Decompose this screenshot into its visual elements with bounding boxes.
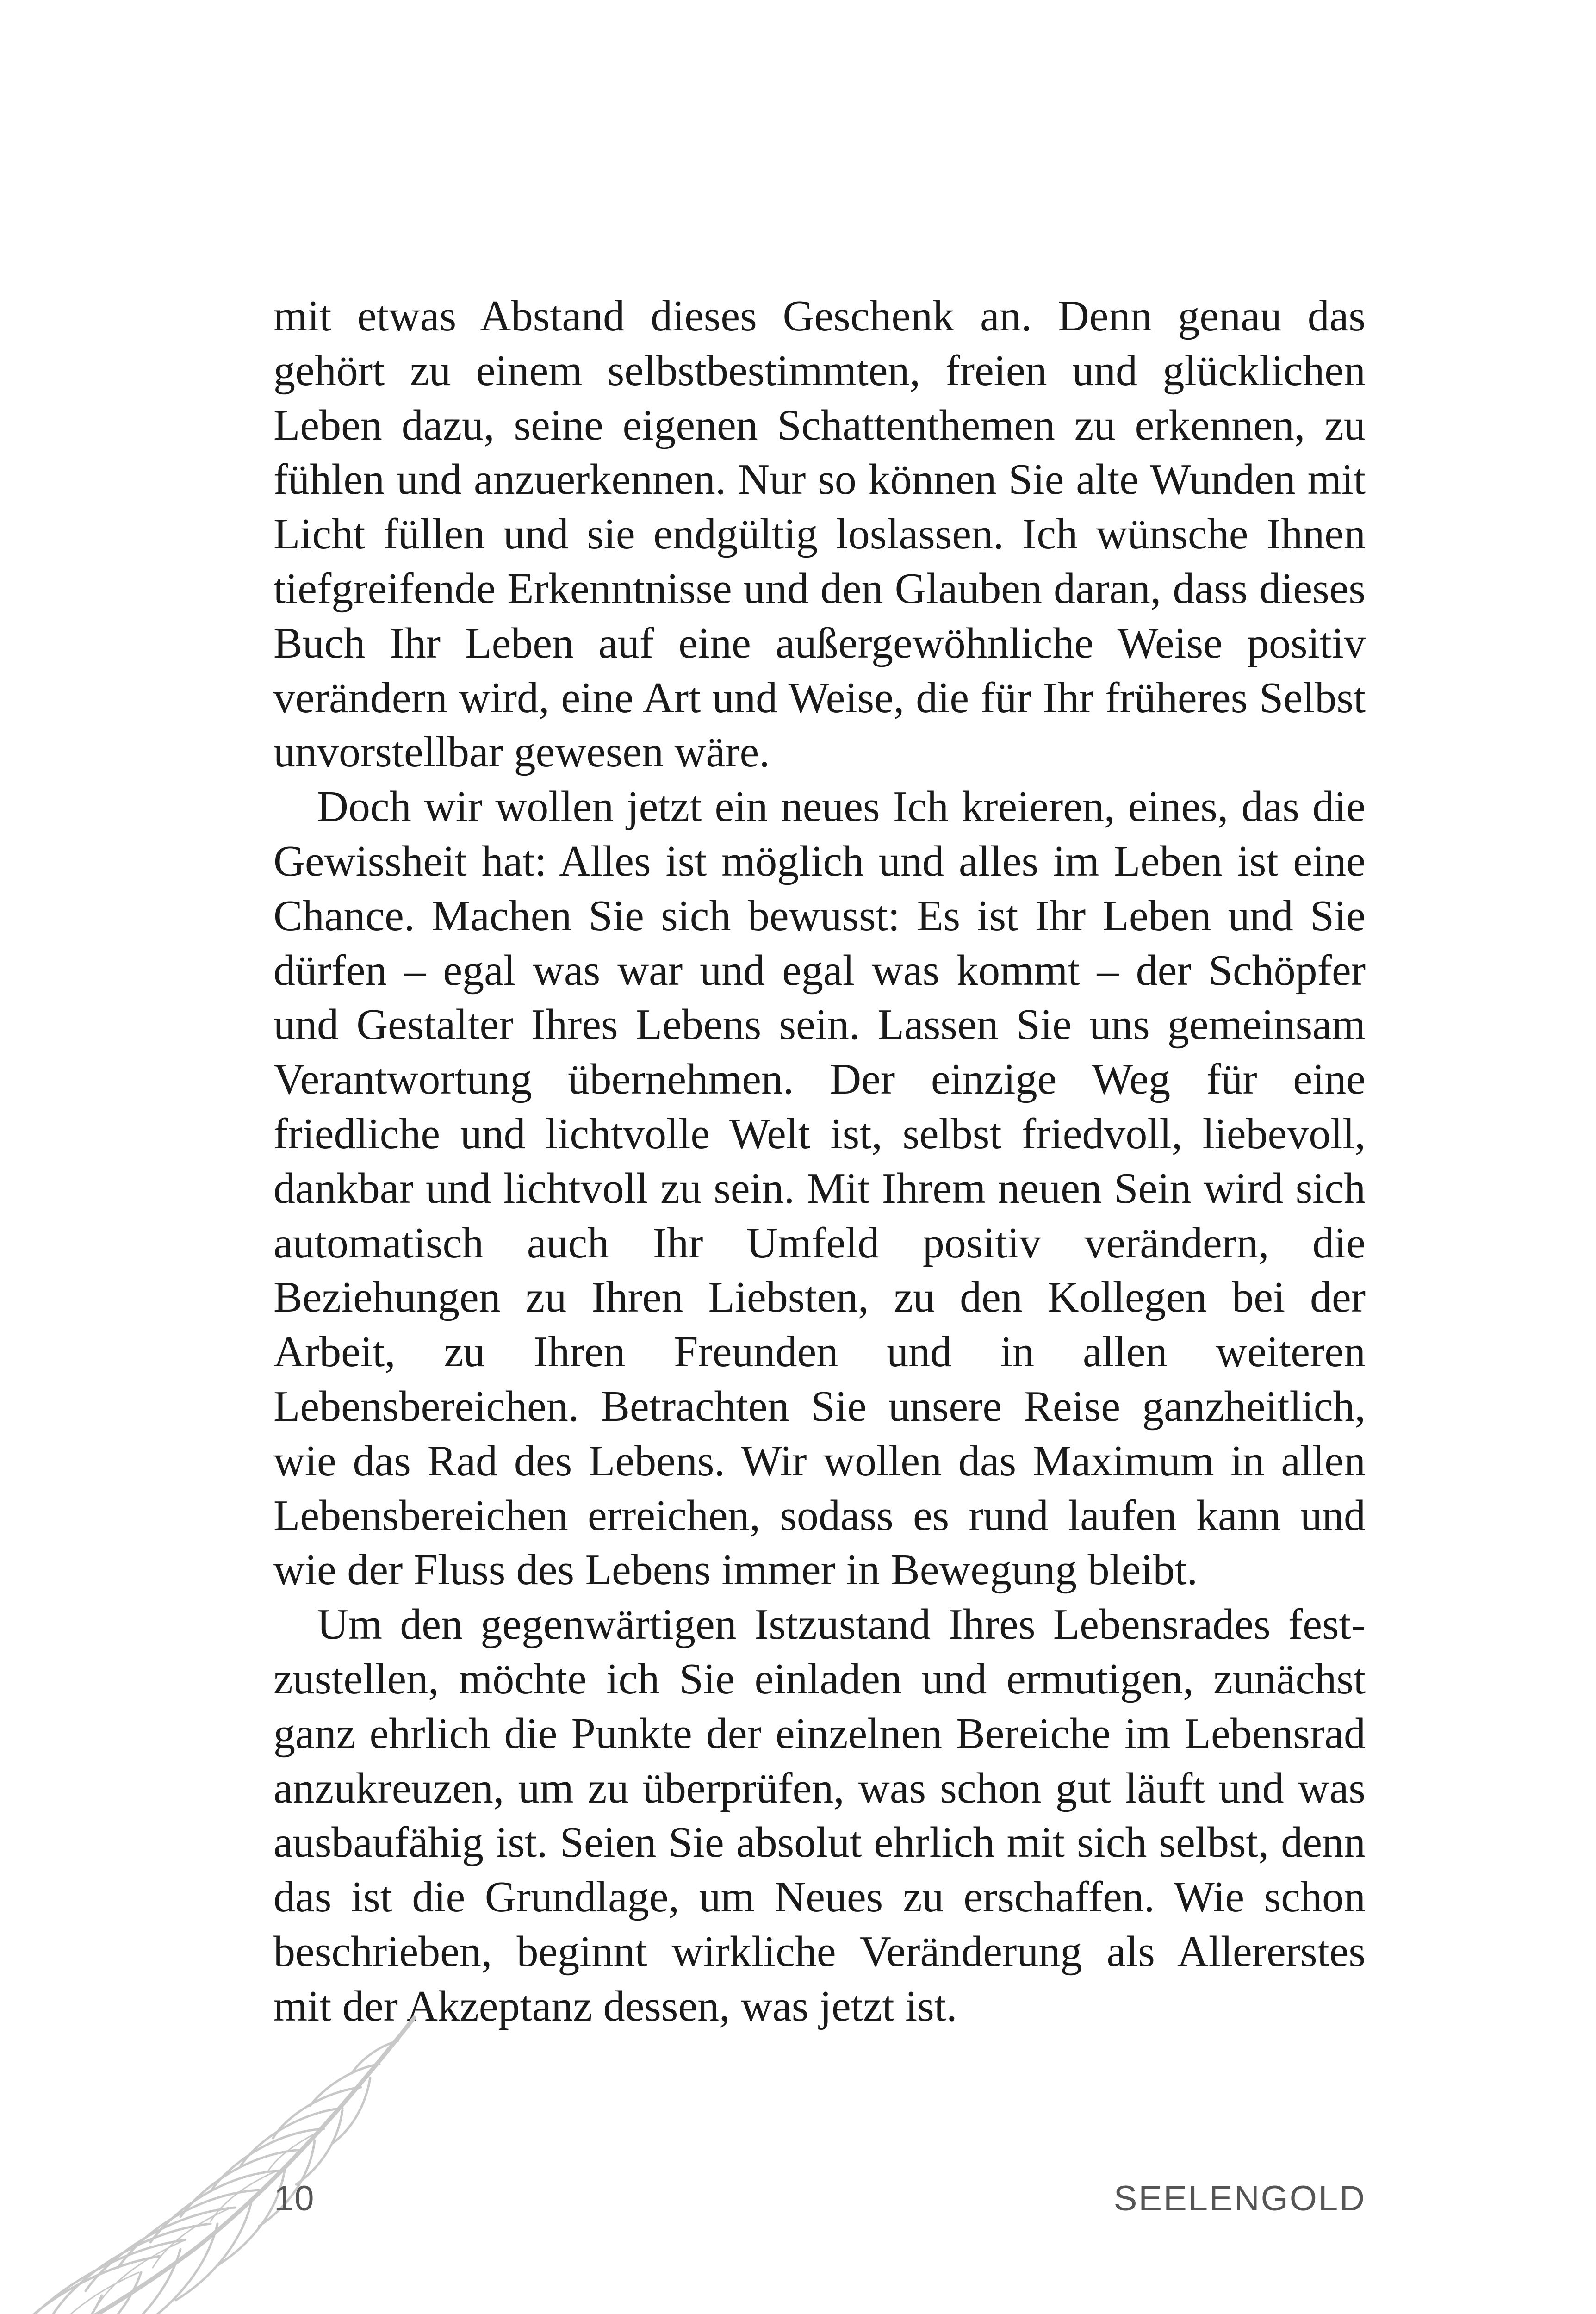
page-number: 10	[274, 2179, 315, 2218]
paragraph-2: Doch wir wollen jetzt ein neues Ich kreieren, eines, das die Gewissheit hat: Alles ist möglich und alles im Leben ist eine Chance. Machen Sie sich bewusst: Es ist Ihr Leben und Sie dürfen – egal was war und egal was kommt – der Schöpfer und Gestalter Ihres Lebens sein. Lassen Sie uns gemeinsam Verantwortung übernehmen. Der einzige Weg für eine friedliche und lichtvolle Welt ist, selbst friedvoll, liebevoll, dankbar und lichtvoll zu sein. Mit Ihrem neuen Sein wird sich automatisch auch Ihr Umfeld positiv verändern, die Beziehungen zu Ihren Liebsten, zu den Kollegen bei der Arbeit, zu Ihren Freunden und in allen weiteren Lebensbereichen. Betrachten Sie unsere Reise ganzheitlich, wie das Rad des Lebens. Wir wollen das Maximum in allen Lebensbereichen erreichen, sodass es rund laufen kann und wie der Fluss des Lebens immer in Bewegung bleibt.	[273, 783, 1366, 1594]
paragraph-1: mit etwas Abstand dieses Geschenk an. Denn genau das gehört zu einem selbstbestimmten, freien und glücklichen Leben dazu, seine eigenen Schattenthemen zu erkennen, zu fühlen und anzuerkennen. Nur so können Sie alte Wunden mit Licht füllen und sie endgültig loslassen. Ich wünsche Ihnen tiefgreifende Erkenntnisse und den Glauben daran, dass dieses Buch Ihr Leben auf eine außergewöhnliche Weise positiv verändern wird, eine Art und Weise, die für Ihr früheres Selbst unvorstellbar gewesen wäre.	[273, 292, 1366, 777]
running-title: SEELENGOLD	[1113, 2179, 1366, 2218]
feather-icon	[0, 1990, 440, 2314]
paragraph-3: Um den gegenwärtigen Istzustand Ihres Lebensrades festzustellen, möchte ich Sie einladen und ermutigen, zunächst ganz ehrlich die Punkte der einzelnen Bereiche im Lebensrad anzukreuzen, um zu überprüfen, was schon gut läuft und was ausbaufähig ist. Seien Sie absolut ehrlich mit sich selbst, denn das ist die Grundlage, um Neues zu erschaffen. Wie schon beschrieben, beginnt wirkliche Veränderung als Allererstes mit der Akzeptanz dessen, was jetzt ist.	[273, 1600, 1366, 2030]
body-text	[273, 289, 1366, 2034]
